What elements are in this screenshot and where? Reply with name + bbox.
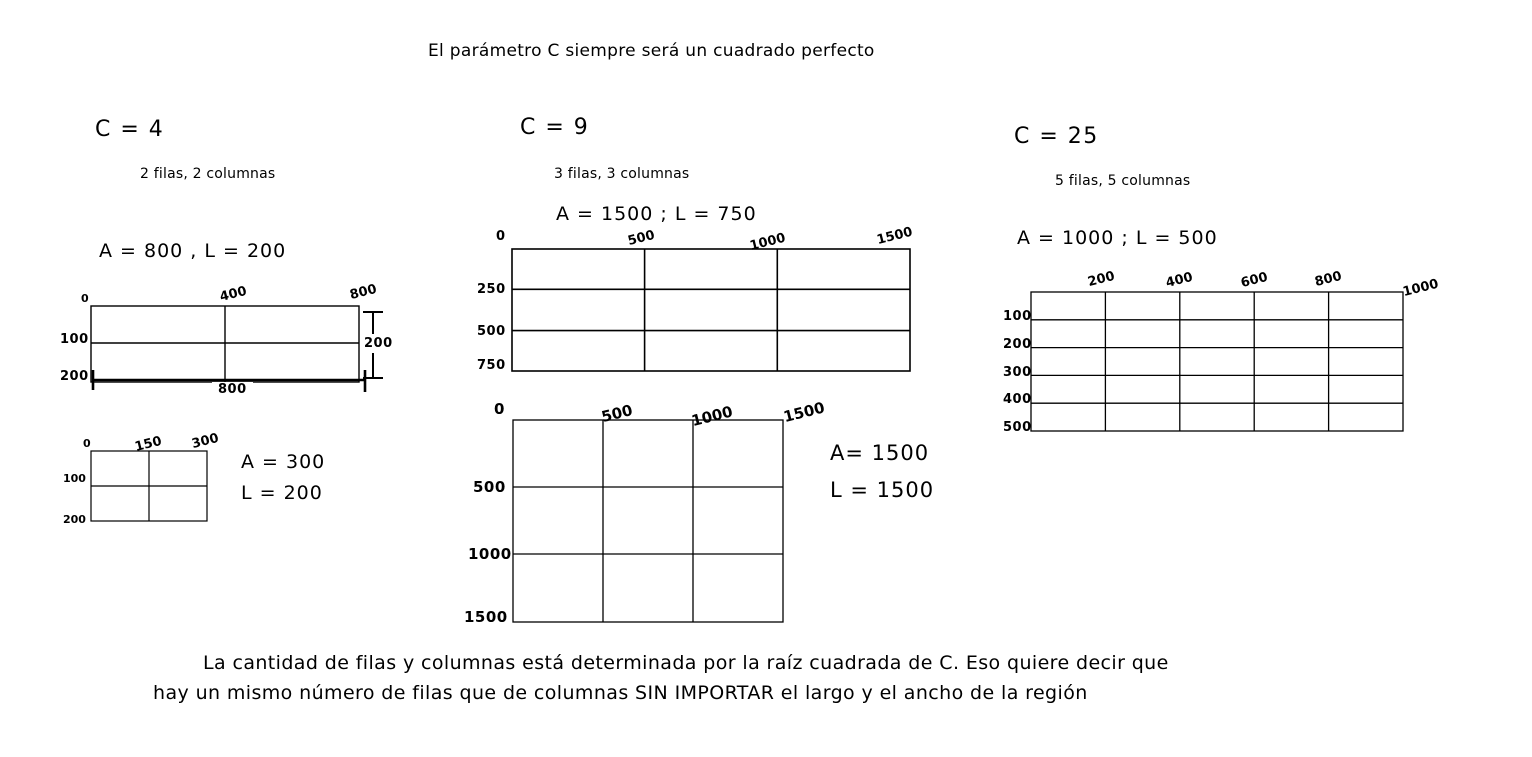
a-label-c4e2: A = 300 bbox=[241, 451, 326, 473]
grid-c9-example1 bbox=[511, 248, 911, 372]
group-sublabel-c4: 2 filas, 2 columnas bbox=[140, 166, 276, 182]
group-label-c4: C = 4 bbox=[95, 117, 165, 142]
xtick-c25-4: 800 bbox=[1313, 268, 1344, 290]
xtick-c9e1-0: 0 bbox=[496, 229, 506, 244]
ytick-c25-2: 200 bbox=[1003, 337, 1032, 352]
ytick-c9e2-2: 1000 bbox=[468, 545, 512, 563]
ytick-c9e1-1: 250 bbox=[477, 282, 506, 297]
ytick-c25-3: 300 bbox=[1003, 365, 1032, 380]
grid-c9-example2 bbox=[512, 419, 784, 623]
xtick-c9e2-3: 1500 bbox=[781, 398, 827, 426]
xtick-c4e2-0: 0 bbox=[83, 437, 91, 450]
xtick-c9e2-0: 0 bbox=[494, 400, 505, 418]
ytick-c4e1-1: 100 bbox=[60, 332, 89, 347]
ytick-c9e2-3: 1500 bbox=[464, 608, 508, 626]
ytick-c25-5: 500 bbox=[1003, 420, 1032, 435]
l-label-c9e2: L = 1500 bbox=[830, 478, 935, 502]
ytick-c4e2-1: 100 bbox=[63, 472, 86, 485]
l-label-c4e2: L = 200 bbox=[241, 482, 323, 504]
xtick-c4e1-1: 400 bbox=[218, 283, 249, 305]
xtick-c4e1-2: 800 bbox=[348, 281, 379, 303]
dims-label-c4-a: A = 800 , L = 200 bbox=[99, 240, 287, 262]
xtick-c25-3: 600 bbox=[1239, 269, 1270, 291]
ytick-c9e1-2: 500 bbox=[477, 324, 506, 339]
grid-c4-example2 bbox=[90, 450, 208, 522]
ytick-c25-4: 400 bbox=[1003, 392, 1032, 407]
a-label-c9e2: A= 1500 bbox=[830, 441, 930, 465]
dims-label-c9-a: A = 1500 ; L = 750 bbox=[556, 203, 757, 225]
page-title: El parámetro C siempre será un cuadrado perfecto bbox=[428, 41, 875, 61]
width-annotation-c4e1: 800 bbox=[212, 382, 253, 397]
xtick-c4e1-0: 0 bbox=[81, 292, 89, 305]
xtick-c9e2-2: 1000 bbox=[689, 402, 735, 430]
ytick-c9e1-3: 750 bbox=[477, 358, 506, 373]
group-sublabel-c25: 5 filas, 5 columnas bbox=[1055, 173, 1191, 189]
group-label-c25: C = 25 bbox=[1014, 124, 1099, 149]
group-sublabel-c9: 3 filas, 3 columnas bbox=[554, 166, 690, 182]
xtick-c9e2-1: 500 bbox=[599, 400, 635, 426]
xtick-c9e1-3: 1500 bbox=[875, 224, 915, 248]
ytick-c25-1: 100 bbox=[1003, 309, 1032, 324]
xtick-c9e1-2: 1000 bbox=[748, 230, 788, 254]
group-label-c9: C = 9 bbox=[520, 115, 590, 140]
xtick-c9e1-1: 500 bbox=[626, 227, 657, 249]
xtick-c4e2-1: 150 bbox=[133, 433, 164, 455]
xtick-c25-1: 200 bbox=[1086, 268, 1117, 290]
footer-line-1: La cantidad de filas y columnas está determinada por la raíz cuadrada de C. Eso quiere decir que bbox=[203, 652, 1169, 674]
ytick-c4e1-2: 200 bbox=[60, 369, 89, 384]
xtick-c4e2-2: 300 bbox=[190, 430, 221, 452]
ytick-c4e2-2: 200 bbox=[63, 513, 86, 526]
dims-label-c25: A = 1000 ; L = 500 bbox=[1017, 227, 1218, 249]
footer-line-2: hay un mismo número de filas que de columnas SIN IMPORTAR el largo y el ancho de la región bbox=[153, 682, 1088, 704]
xtick-c25-5: 1000 bbox=[1401, 276, 1441, 300]
height-annotation-c4e1: 200 bbox=[361, 334, 396, 353]
xtick-c25-2: 400 bbox=[1164, 269, 1195, 291]
grid-c25-example1 bbox=[1030, 291, 1404, 432]
ytick-c9e2-1: 500 bbox=[473, 478, 506, 496]
